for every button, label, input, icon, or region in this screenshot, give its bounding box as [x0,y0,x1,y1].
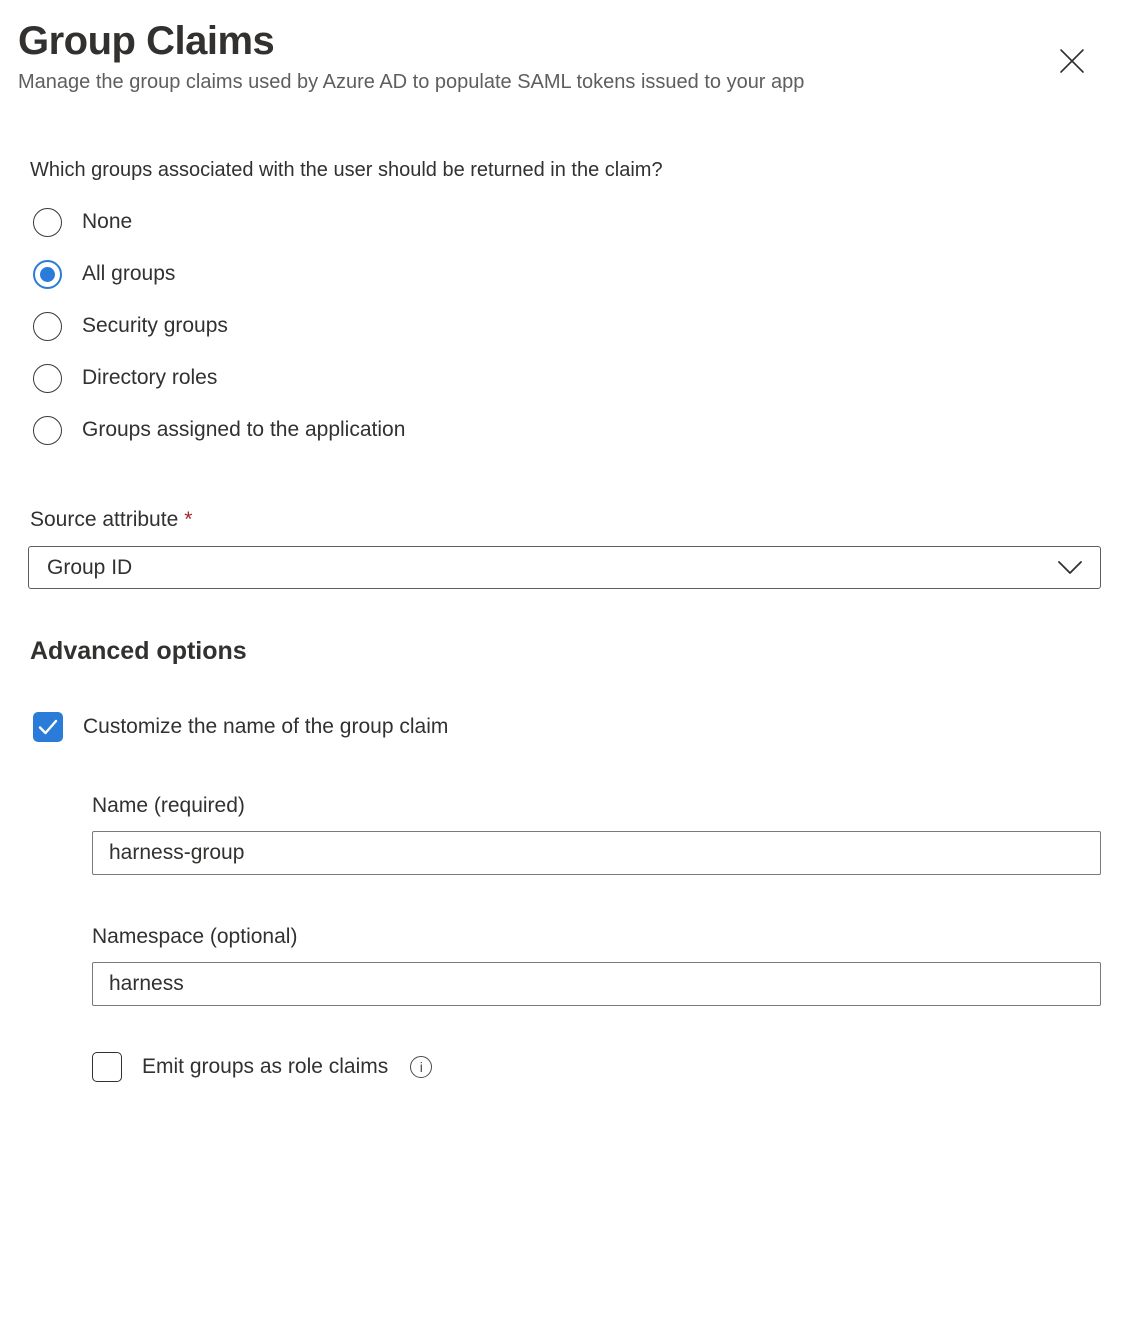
group-claims-panel [0,16,1127,1317]
source-attribute-dropdown[interactable] [28,546,1101,589]
radio-icon[interactable] [33,208,62,237]
radio-option-label: All groups [82,262,176,285]
radio-icon[interactable] [33,416,62,445]
source-attribute-label-text: Source attribute [30,508,179,531]
radio-option-label: Groups assigned to the application [82,418,406,441]
namespace-input[interactable] [92,962,1101,1006]
radio-option-none[interactable] [33,196,1127,248]
radio-option-label: Security groups [82,314,228,337]
radio-option-label: Directory roles [82,366,218,389]
radio-option-security-groups[interactable] [33,300,1127,352]
source-attribute-value: Group ID [47,555,133,579]
radio-option-directory-roles[interactable] [33,352,1127,404]
checkbox-icon[interactable] [33,712,63,742]
page-title: Group Claims [18,19,275,63]
custom-claim-fields [92,794,1101,1082]
info-icon[interactable]: i [410,1056,432,1078]
radio-option-all-groups[interactable] [33,248,1127,300]
namespace-field-label: Namespace (optional) [92,925,298,948]
page-subtitle: Manage the group claims used by Azure AD to populate SAML tokens issued to your app [18,71,805,93]
radio-option-label: None [82,210,133,233]
customize-claim-name-checkbox-row[interactable] [33,712,1127,742]
close-icon [1059,48,1085,74]
required-asterisk: * [184,508,193,531]
emit-groups-checkbox-row[interactable] [92,1052,1101,1082]
group-claims-radio-group [33,196,1127,456]
emit-groups-label: Emit groups as role claims [142,1055,389,1078]
radio-icon[interactable] [33,312,62,341]
name-field-label: Name (required) [92,794,245,817]
customize-claim-name-label: Customize the name of the group claim [83,715,449,738]
checkbox-icon[interactable] [92,1052,122,1082]
question-label: Which groups associated with the user should be returned in the claim? [30,159,663,181]
radio-icon[interactable] [33,260,62,289]
chevron-down-icon [1058,561,1082,574]
close-button[interactable] [1057,46,1087,76]
radio-option-groups-assigned[interactable] [33,404,1127,456]
name-input[interactable] [92,831,1101,875]
advanced-options-heading: Advanced options [30,637,247,665]
radio-icon[interactable] [33,364,62,393]
source-attribute-label [30,508,1127,532]
